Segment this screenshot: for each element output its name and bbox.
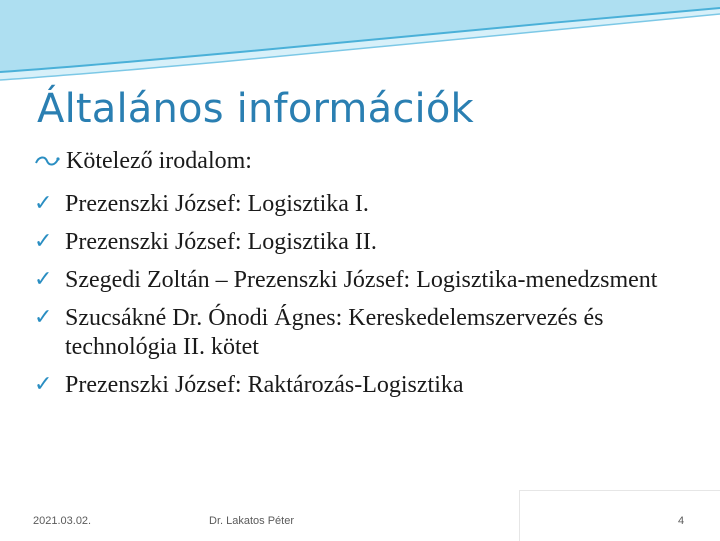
slide-content	[34, 148, 694, 409]
swirl-bullet-icon	[34, 148, 66, 175]
footer-author: Dr. Lakatos Péter	[209, 515, 294, 527]
check-icon: ✓	[34, 229, 53, 254]
header-wave-decoration	[0, 0, 720, 90]
list-item	[34, 266, 694, 295]
reading-list-heading	[34, 148, 694, 182]
list-item-text: Szegedi Zoltán – Prezenszki József: Logisztika-menedzsment	[65, 267, 658, 293]
list-item-text: Prezenszki József: Raktározás-Logisztika	[65, 371, 464, 398]
check-icon: ✓	[34, 305, 53, 330]
reading-list-label: Kötelező irodalom:	[66, 148, 252, 174]
list-item	[34, 190, 694, 219]
slide-title: Általános információk	[37, 86, 474, 132]
list-item	[34, 228, 694, 257]
reading-list	[34, 190, 694, 399]
list-item	[34, 304, 694, 361]
check-icon: ✓	[34, 267, 53, 292]
page-number-box	[519, 490, 720, 541]
page-number: 4	[678, 515, 685, 527]
footer-date: 2021.03.02.	[33, 515, 92, 527]
check-icon: ✓	[34, 191, 53, 216]
list-item-text: Prezenszki József: Logisztika I.	[65, 191, 369, 217]
list-item-text: Prezenszki József: Logisztika II.	[65, 229, 377, 255]
list-item	[34, 371, 694, 400]
check-icon: ✓	[34, 371, 53, 397]
list-item-text: Szucsákné Dr. Ónodi Ágnes: Kereskedelemszervezés és technológia II. kötet	[65, 305, 604, 360]
